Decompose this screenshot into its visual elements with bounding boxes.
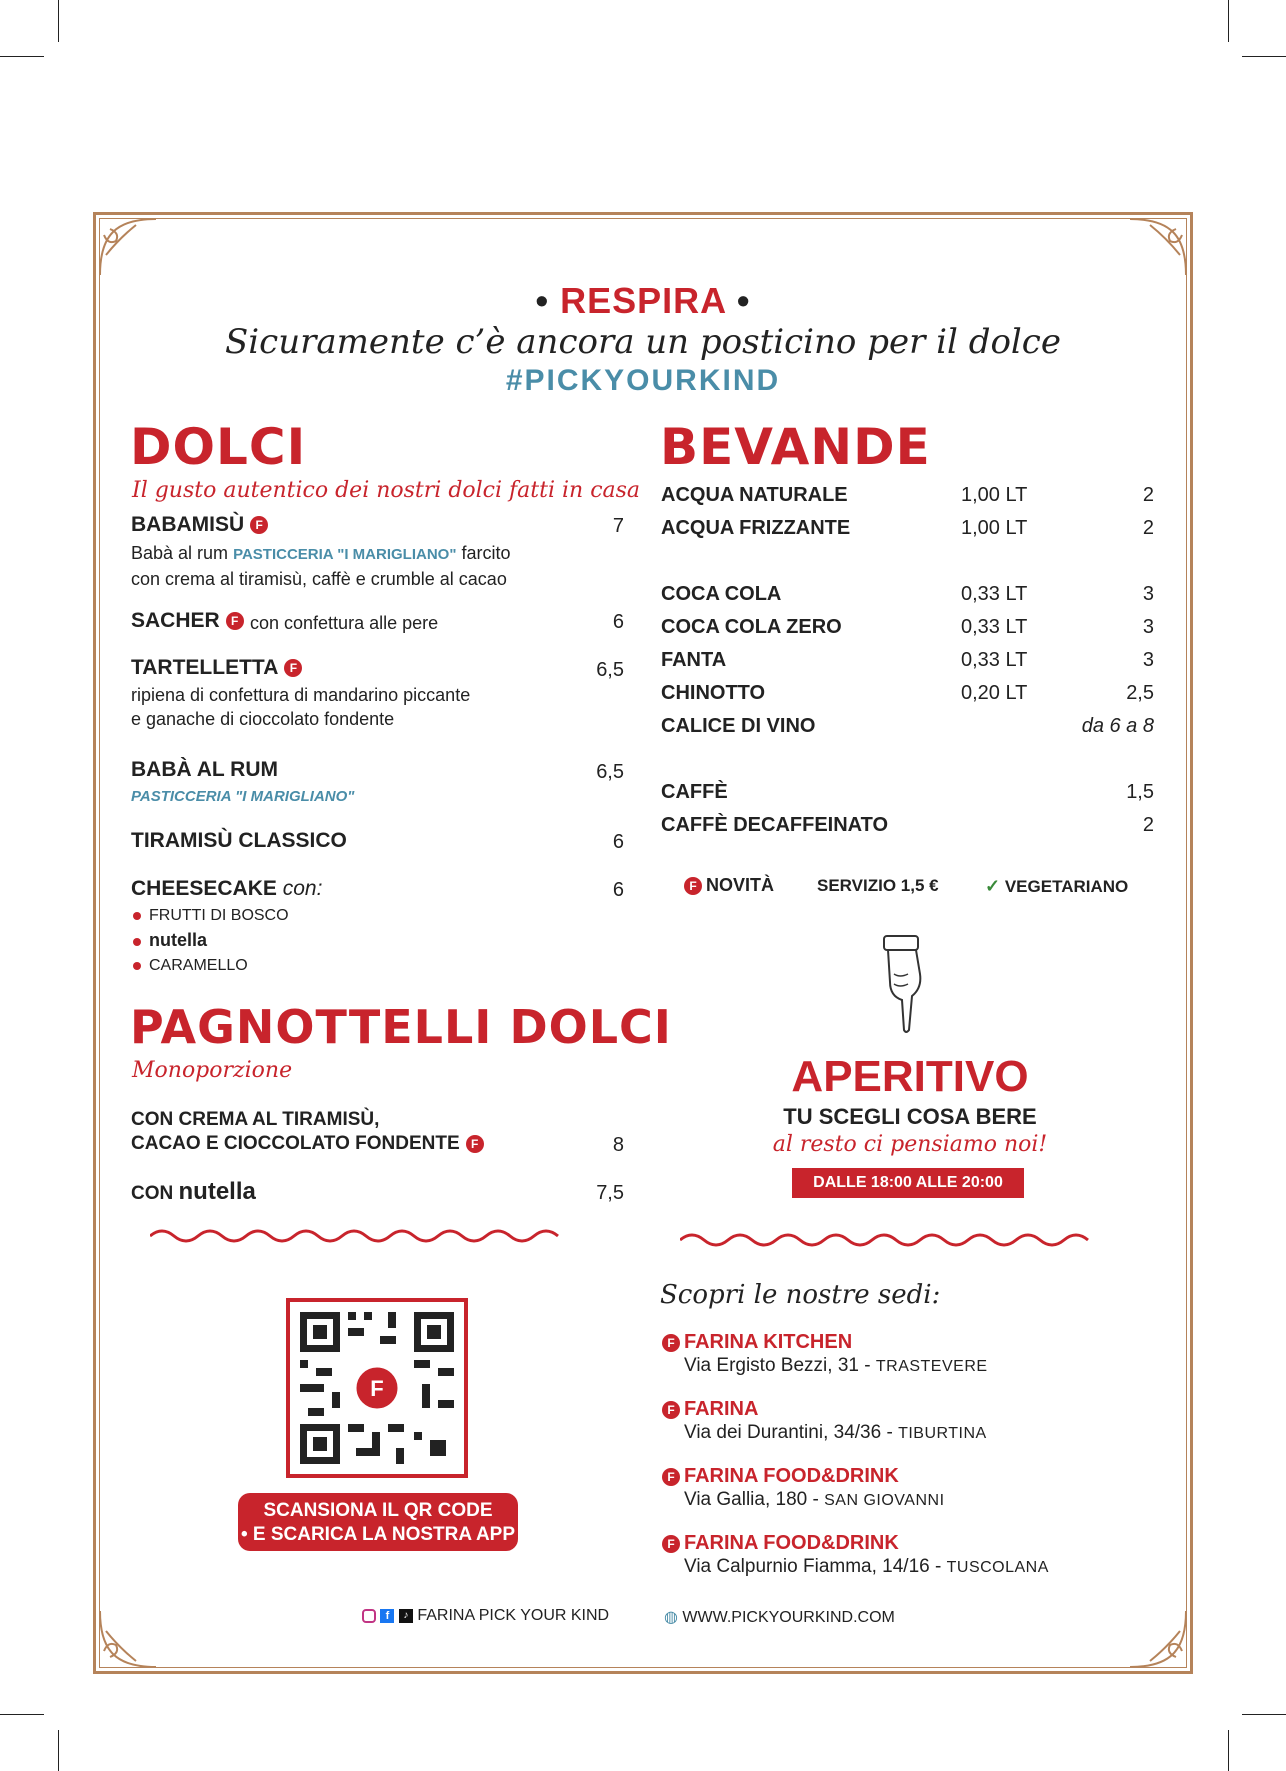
location-address: Via Gallia, 180 - SAN GIOVANNI [684, 1489, 945, 1510]
wave-divider [680, 1230, 1100, 1250]
crop-mark [1228, 0, 1229, 42]
page-title: RESPIRA [560, 280, 726, 321]
header-subtitle: Sicuramente c’è ancora un posticino per il dolce [225, 322, 1061, 362]
location-address: Via dei Durantini, 34/36 - TIBURTINA [684, 1422, 987, 1443]
bullet-icon [133, 938, 141, 946]
crop-mark [58, 0, 59, 42]
corner-ornament-icon [1120, 215, 1190, 285]
nutella-logo: nutella [149, 930, 208, 950]
leaf-icon: ✓ [985, 876, 1001, 896]
novita-icon: F [284, 659, 302, 677]
drink-price: 1,5 [1126, 781, 1154, 803]
drink-price: 3 [1142, 583, 1154, 605]
drink-price: 3 [1142, 616, 1154, 638]
download-app-button[interactable] [238, 1493, 518, 1569]
tiktok-icon: ♪ [399, 1609, 413, 1623]
location-icon: F [662, 1468, 680, 1486]
aperitivo-hours: DALLE 18:00 ALLE 20:00 [792, 1168, 1024, 1198]
sedi-title: Scopri le nostre sedi: [660, 1280, 941, 1310]
legend-vegetariano: ✓ VEGETARIANO [985, 876, 1129, 896]
desc-text: ripiena di confettura di mandarino piccante [131, 685, 471, 705]
item-name-tartelletta: TARTELLETTA [131, 656, 279, 679]
menu-item-description: con confettura alle pere [250, 613, 439, 633]
location-icon: F [662, 1401, 680, 1419]
crop-mark [58, 1730, 59, 1771]
qr-logo: F [370, 1376, 384, 1401]
item-name-suffix: con: [282, 877, 323, 900]
option-list [133, 904, 289, 978]
menu-item-name: CON nutella [131, 1178, 256, 1205]
facebook-icon: f [380, 1609, 394, 1623]
drink-size: 1,00 LT [961, 517, 1028, 539]
header-title [0, 280, 1286, 322]
legend-servizio: SERVIZIO 1,5 € [817, 876, 939, 895]
legend-novita: F NOVITÀ [684, 875, 774, 896]
qr-code-icon [290, 1302, 464, 1474]
bullet-icon [133, 912, 141, 920]
section-title-dolci: DOLCI [130, 418, 307, 476]
pagnottelli-tagline: Monoporzione [132, 1058, 293, 1083]
menu-item-name [131, 656, 302, 680]
bullet-left: • [535, 280, 550, 321]
bullet-icon [133, 962, 141, 970]
drink-size: 0,33 LT [961, 583, 1028, 605]
novita-icon: F [684, 877, 702, 895]
location-name: F FARINA FOOD&DRINK [662, 1532, 899, 1555]
corner-ornament-icon [96, 215, 166, 285]
drink-name: ACQUA NATURALE [661, 484, 848, 506]
globe-icon: ◍ [664, 1609, 678, 1626]
drink-size: 1,00 LT [961, 484, 1028, 506]
menu-item-price: 6 [612, 831, 624, 853]
crop-mark [1242, 1714, 1286, 1715]
menu-item-name: BABÀ AL RUM [131, 758, 278, 781]
option-item: FRUTTI DI BOSCO [133, 904, 289, 928]
location-address: Via Ergisto Bezzi, 31 - TRASTEVERE [684, 1355, 988, 1376]
drink-name: COCA COLA [661, 583, 782, 605]
desc-highlight: PASTICCERIA "I MARIGLIANO" [233, 546, 457, 563]
menu-item-name [131, 1108, 484, 1156]
location-icon: F [662, 1535, 680, 1553]
menu-item-price: 6 [612, 611, 624, 633]
menu-item-description [131, 541, 510, 591]
footer-social[interactable]: f ♪ FARINA PICK YOUR KIND [362, 1607, 609, 1625]
dolci-tagline: Il gusto autentico dei nostri dolci fatti in casa [132, 478, 641, 503]
menu-item-price: 6,5 [596, 659, 624, 681]
aperitivo-line2: al resto ci pensiamo noi! [772, 1132, 1048, 1157]
menu-item-name: TIRAMISÙ CLASSICO [131, 829, 347, 852]
drink-name: CAFFÈ [661, 781, 728, 803]
novita-icon: F [226, 612, 244, 630]
novita-icon: F [466, 1135, 484, 1153]
pointing-hand-icon [876, 934, 932, 1034]
item-name-babamisu: BABAMISÙ [131, 513, 245, 536]
aperitivo-line1: TU SCEGLI COSA BERE [783, 1104, 1037, 1129]
item-name-cheesecake: CHEESECAKE [131, 877, 277, 900]
qr-code[interactable] [286, 1298, 468, 1478]
location-icon: F [662, 1334, 680, 1352]
item-line: CON CREMA AL TIRAMISÙ, [131, 1109, 380, 1130]
location-name: F FARINA KITCHEN [662, 1331, 852, 1354]
drink-price: 2 [1142, 484, 1154, 506]
bullet-right: • [736, 280, 751, 321]
drink-name: FANTA [661, 649, 727, 671]
wave-divider [150, 1226, 570, 1246]
footer-website[interactable]: ◍ WWW.PICKYOURKIND.COM [664, 1609, 895, 1626]
menu-item-description [131, 683, 470, 731]
menu-item-name [131, 609, 244, 633]
menu-item-name [131, 513, 268, 537]
drink-price: 2 [1142, 814, 1154, 836]
menu-item-price: 6,5 [596, 761, 624, 783]
menu-item-price: 7 [612, 515, 624, 537]
section-title-pagnottelli: PAGNOTTELLI DOLCI [130, 1000, 672, 1054]
option-item [133, 928, 289, 954]
hashtag: #PICKYOURKIND [505, 364, 781, 397]
location-name: F FARINA [662, 1398, 758, 1421]
drink-name: CAFFÈ DECAFFEINATO [661, 814, 889, 836]
drink-price: 2 [1142, 517, 1154, 539]
drink-name: COCA COLA ZERO [661, 616, 842, 638]
drink-size: 0,33 LT [961, 649, 1028, 671]
desc-text: e ganache di cioccolato fondente [131, 709, 395, 729]
menu-item-name [131, 877, 322, 901]
novita-icon: F [250, 516, 268, 534]
drink-size: 0,33 LT [961, 616, 1028, 638]
drink-price: 2,5 [1126, 682, 1154, 704]
crop-mark [0, 1714, 44, 1715]
button-line: SCANSIONA IL QR CODE [263, 1500, 493, 1521]
drink-price: 3 [1142, 649, 1154, 671]
aperitivo-title: APERITIVO [791, 1052, 1029, 1101]
menu-item-subtitle: PASTICCERIA "I MARIGLIANO" [131, 788, 355, 805]
corner-ornament-icon [1120, 1601, 1190, 1671]
option-item: CARAMELLO [133, 954, 289, 978]
section-title-bevande: BEVANDE [660, 418, 931, 476]
item-line: CACAO E CIOCCOLATO FONDENTE F [131, 1132, 484, 1156]
instagram-icon [362, 1609, 376, 1623]
drink-name: CHINOTTO [661, 682, 766, 704]
drink-name: ACQUA FRIZZANTE [661, 517, 851, 539]
drink-price: da 6 a 8 [1081, 715, 1154, 737]
desc-text: con crema al tiramisù, caffè e crumble al cacao [131, 569, 507, 589]
crop-mark [0, 56, 44, 57]
corner-ornament-icon [96, 1601, 166, 1671]
menu-item-price: 7,5 [596, 1182, 624, 1204]
button-line: • E SCARICA LA NOSTRA APP • [240, 1524, 516, 1569]
location-address: Via Calpurnio Fiamma, 14/16 - TUSCOLANA [684, 1556, 1049, 1577]
desc-text: farcito [456, 543, 511, 563]
desc-text: Babà al rum [131, 543, 234, 563]
drink-name: CALICE DI VINO [661, 715, 816, 737]
drink-size: 0,20 LT [961, 682, 1028, 704]
nutella-logo: nutella [178, 1178, 256, 1205]
crop-mark [1242, 56, 1286, 57]
menu-item-price: 6 [612, 879, 624, 901]
crop-mark [1228, 1730, 1229, 1771]
menu-item-price: 8 [612, 1134, 624, 1156]
location-name: F FARINA FOOD&DRINK [662, 1465, 899, 1488]
item-name-sacher: SACHER [131, 609, 220, 632]
